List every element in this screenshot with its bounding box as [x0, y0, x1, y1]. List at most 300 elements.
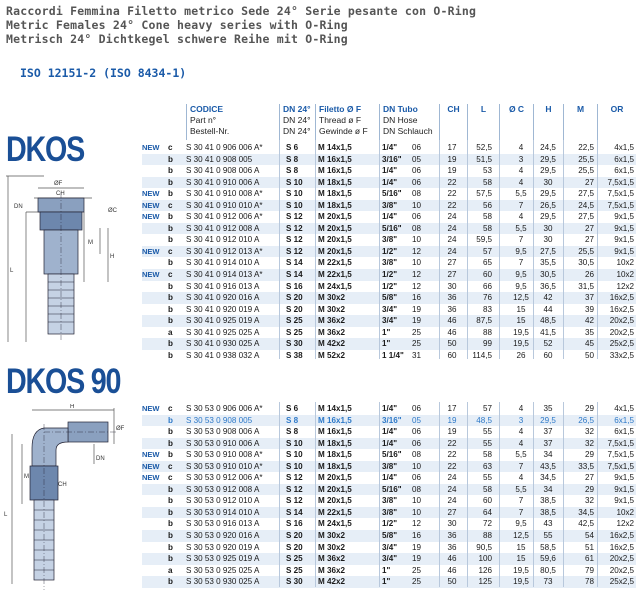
oc-value: 7 — [518, 200, 524, 210]
hose-dn: 12 — [412, 281, 422, 291]
h-value: 59,6 — [540, 554, 556, 564]
or-value: 16x2,5 — [609, 304, 634, 314]
part-code: S 30 41 0 910 008 A* — [186, 189, 263, 199]
tube-size: 1/4" — [382, 427, 398, 437]
table-row — [142, 154, 636, 166]
l-value: 64 — [482, 507, 492, 517]
part-code: S 30 53 0 906 006 A* — [186, 404, 263, 413]
thread: M 36x2 — [318, 554, 345, 564]
thread: M 22x1,5 — [318, 507, 352, 517]
table-row — [142, 495, 636, 507]
l-value: 66 — [482, 281, 492, 291]
tube-size: 1/2" — [382, 270, 398, 280]
or-value: 16x2,5 — [609, 531, 634, 541]
part-code: S 30 53 0 925 025 A — [186, 565, 260, 575]
column-separator — [499, 140, 500, 359]
ch-value: 17 — [447, 404, 457, 413]
header-m-label: M — [576, 104, 585, 114]
hose-dn: 12 — [412, 270, 422, 280]
tube-size: 3/4" — [382, 304, 398, 314]
dn-24: S 16 — [286, 281, 303, 291]
dn-24: S 10 — [286, 200, 303, 210]
h-value: 38,5 — [540, 507, 556, 517]
dkos-drawing-label-of: ØF — [54, 181, 63, 187]
h-value: 43,5 — [540, 461, 556, 471]
hose-dn: 08 — [412, 450, 422, 460]
dkos-straight-fitting-drawing — [4, 172, 126, 350]
oc-value: 19,5 — [513, 565, 529, 575]
column-separator — [467, 402, 468, 587]
ch-value: 24 — [447, 212, 457, 222]
dkos-drawing-label-oc: ØC — [108, 208, 117, 214]
oc-value: 5,5 — [515, 223, 527, 233]
dkos90-drawing-label-h: H — [70, 404, 75, 410]
header-or-label: OR — [610, 104, 624, 114]
or-value: 33x2,5 — [609, 350, 634, 360]
or-value: 20x2,5 — [609, 554, 634, 564]
or-value: 7,5x1,5 — [607, 438, 634, 448]
ch-value: 19 — [447, 427, 457, 437]
part-code: S 30 53 0 910 006 A — [186, 438, 260, 448]
h-value: 29,5 — [540, 212, 556, 222]
m-value: 27,5 — [578, 212, 594, 222]
l-value: 114,5 — [472, 350, 492, 360]
tube-size: 3/16" — [382, 415, 402, 425]
type-letter: b — [168, 339, 173, 349]
dkos90-drawing-label-of: ØF — [116, 426, 125, 432]
hose-dn: 25 — [412, 339, 422, 349]
dn-24: S 14 — [286, 270, 303, 280]
ch-value: 30 — [447, 281, 457, 291]
or-value: 9x1,5 — [614, 473, 634, 483]
type-letter: b — [168, 484, 173, 494]
or-value: 9x1,5 — [614, 496, 634, 506]
new-badge: NEW — [142, 473, 160, 483]
table-row — [142, 165, 636, 177]
tube-size: 3/8" — [382, 235, 398, 245]
ch-value: 36 — [447, 531, 457, 541]
table-row — [142, 553, 636, 565]
part-code: S 30 41 0 938 032 A — [186, 350, 260, 360]
part-code: S 30 53 0 908 005 — [186, 415, 253, 425]
thread: M 20x1,5 — [318, 223, 352, 233]
l-value: 52,5 — [476, 143, 492, 152]
m-value: 37 — [584, 293, 594, 303]
type-letter: b — [168, 507, 173, 517]
header-dntubo — [379, 104, 435, 140]
type-letter: c — [168, 246, 173, 256]
hose-dn: 06 — [412, 427, 422, 437]
m-value: 27 — [584, 223, 594, 233]
oc-value: 3 — [518, 154, 524, 164]
type-letter: b — [168, 554, 173, 564]
thread: M 30x2 — [318, 304, 345, 314]
table-row — [142, 234, 636, 246]
tube-size: 5/16" — [382, 450, 402, 460]
column-separator — [533, 402, 534, 587]
ch-value: 36 — [447, 304, 457, 314]
column-separator — [597, 140, 598, 359]
tube-size: 1/4" — [382, 438, 398, 448]
type-letter: b — [168, 293, 173, 303]
part-code: S 30 41 0 920 019 A — [186, 304, 260, 314]
dn-24: S 12 — [286, 212, 303, 222]
h-value: 29,5 — [540, 166, 556, 176]
tube-size: 3/4" — [382, 554, 398, 564]
column-separator — [439, 402, 440, 587]
ch-value: 60 — [447, 350, 457, 360]
table-row — [142, 177, 636, 189]
m-value: 27 — [584, 235, 594, 245]
l-value: 55 — [482, 427, 492, 437]
header-dntubo-it: DN Tubo — [383, 104, 418, 114]
or-value: 9x1,5 — [614, 235, 634, 245]
l-value: 57 — [482, 404, 492, 413]
oc-value: 5,5 — [515, 450, 527, 460]
tube-size: 1/2" — [382, 519, 398, 529]
m-value: 32 — [584, 438, 594, 448]
oc-value: 9,5 — [515, 270, 527, 280]
hose-dn: 08 — [412, 484, 422, 494]
table-row — [142, 565, 636, 577]
type-letter: b — [168, 189, 173, 199]
hose-dn: 19 — [412, 316, 422, 326]
or-value: 25x2,5 — [609, 577, 634, 587]
thread: M 18x1,5 — [318, 461, 352, 471]
hose-dn: 06 — [412, 177, 422, 187]
hose-dn: 10 — [412, 461, 422, 471]
new-badge: NEW — [142, 200, 160, 210]
type-letter: b — [168, 258, 173, 268]
oc-value: 9,5 — [515, 281, 527, 291]
thread: M 14x1,5 — [318, 143, 352, 152]
ch-value: 46 — [447, 554, 457, 564]
dn-24: S 10 — [286, 450, 303, 460]
h-value: 30 — [543, 235, 553, 245]
m-value: 79 — [584, 565, 594, 575]
dkos90-table — [142, 403, 636, 588]
thread: M 18x1,5 — [318, 189, 352, 199]
ch-value: 30 — [447, 519, 457, 529]
dn-24: S 10 — [286, 177, 303, 187]
l-value: 58 — [482, 177, 492, 187]
l-value: 63 — [482, 461, 492, 471]
or-value: 10x2 — [616, 270, 634, 280]
header-filetto — [315, 104, 379, 140]
header-dn24-it: DN 24° — [283, 104, 311, 114]
tube-size: 3/8" — [382, 507, 398, 517]
header-l-label: L — [480, 104, 487, 114]
tube-size: 3/4" — [382, 316, 398, 326]
type-letter: b — [168, 223, 173, 233]
thread: M 20x1,5 — [318, 246, 352, 256]
oc-value: 7 — [518, 258, 524, 268]
h-value: 41,5 — [540, 327, 556, 337]
dn-24: S 25 — [286, 316, 303, 326]
tube-size: 3/16" — [382, 154, 402, 164]
h-value: 43 — [543, 519, 553, 529]
dkos-drawing-label-l: L — [10, 268, 14, 274]
table-row — [142, 530, 636, 542]
l-value: 51,5 — [476, 154, 492, 164]
l-value: 76 — [482, 293, 492, 303]
header-titles — [6, 4, 476, 46]
or-value: 6x1,5 — [614, 154, 634, 164]
column-separator — [279, 402, 280, 587]
hose-dn: 19 — [412, 554, 422, 564]
part-code: S 30 53 0 925 019 A — [186, 554, 260, 564]
oc-value: 4 — [518, 438, 524, 448]
tube-size: 1/4" — [382, 143, 398, 152]
or-value: 9x1,5 — [614, 484, 634, 494]
header-ch — [439, 104, 467, 140]
ch-value: 50 — [447, 339, 457, 349]
column-separator — [467, 140, 468, 359]
part-code: S 30 41 0 914 010 A — [186, 258, 260, 268]
table-row — [142, 327, 636, 339]
or-value: 16x2,5 — [609, 542, 634, 552]
new-badge: NEW — [142, 270, 160, 280]
or-value: 6x1,5 — [614, 166, 634, 176]
ch-value: 36 — [447, 542, 457, 552]
dn-24: S 12 — [286, 496, 303, 506]
h-value: 80,5 — [540, 565, 556, 575]
m-value: 78 — [584, 577, 594, 587]
thread: M 20x1,5 — [318, 484, 352, 494]
dkos-table — [142, 142, 636, 361]
part-code: S 30 53 0 910 008 A* — [186, 450, 263, 460]
tube-size: 5/8" — [382, 531, 398, 541]
column-separator — [315, 402, 316, 587]
tube-size: 5/16" — [382, 484, 402, 494]
l-value: 87,5 — [476, 316, 492, 326]
header-filetto-de: Gewinde ø F — [319, 126, 368, 136]
ch-value: 46 — [447, 316, 457, 326]
l-value: 90,5 — [476, 542, 492, 552]
thread: M 36x2 — [318, 565, 345, 575]
thread: M 14x1,5 — [318, 404, 352, 413]
thread: M 42x2 — [318, 577, 345, 587]
table-row — [142, 142, 636, 154]
oc-value: 19,5 — [513, 327, 529, 337]
part-code: S 30 41 0 910 006 A — [186, 177, 260, 187]
type-letter: b — [168, 519, 173, 529]
or-value: 7,5x1,5 — [607, 189, 634, 199]
tube-size: 1" — [382, 327, 391, 337]
dn-24: S 14 — [286, 258, 303, 268]
ch-value: 24 — [447, 473, 457, 483]
dkos-drawing-label-m: M — [88, 240, 93, 246]
dn-24: S 12 — [286, 223, 303, 233]
header-oc-label: Ø C — [508, 104, 525, 114]
m-value: 35 — [584, 327, 594, 337]
m-value: 42,5 — [578, 519, 594, 529]
l-value: 57 — [482, 246, 492, 256]
thread: M 18x1,5 — [318, 177, 352, 187]
oc-value: 5,5 — [515, 189, 527, 199]
hose-dn: 12 — [412, 519, 422, 529]
tube-size: 5/16" — [382, 223, 402, 233]
type-letter: b — [168, 427, 173, 437]
part-code: S 30 53 0 930 025 A — [186, 577, 260, 587]
oc-value: 4 — [518, 427, 524, 437]
column-separator — [563, 402, 564, 587]
table-row — [142, 338, 636, 350]
oc-value: 15 — [516, 316, 526, 326]
part-code: S 30 41 0 925 019 A — [186, 316, 260, 326]
part-code: S 30 53 0 912 006 A* — [186, 473, 263, 483]
new-badge: NEW — [142, 461, 160, 471]
type-letter: b — [168, 235, 173, 245]
ch-value: 24 — [447, 496, 457, 506]
new-badge: NEW — [142, 212, 160, 222]
column-separator — [279, 140, 280, 359]
l-value: 59,5 — [476, 235, 492, 245]
header-m — [563, 104, 597, 140]
oc-value: 4 — [518, 404, 524, 413]
ch-value: 46 — [447, 327, 457, 337]
dn-24: S 12 — [286, 473, 303, 483]
or-value: 10x2 — [616, 258, 634, 268]
part-code: S 30 53 0 920 019 A — [186, 542, 260, 552]
l-value: 83 — [482, 304, 492, 314]
dn-24: S 20 — [286, 293, 303, 303]
thread: M 42x2 — [318, 339, 345, 349]
column-separator — [563, 140, 564, 359]
table-row — [142, 542, 636, 554]
thread: M 16x1,5 — [318, 415, 352, 425]
thread: M 20x1,5 — [318, 473, 352, 483]
h-value: 30,5 — [540, 270, 556, 280]
or-value: 25x2,5 — [609, 339, 634, 349]
column-separator — [379, 140, 380, 359]
thread: M 22x1,5 — [318, 258, 352, 268]
part-code: S 30 41 0 914 013 A* — [186, 270, 263, 280]
ch-value: 27 — [447, 258, 457, 268]
table-row — [142, 211, 636, 223]
dn-24: S 6 — [286, 143, 299, 152]
type-letter: b — [168, 531, 173, 541]
m-value: 26 — [584, 270, 594, 280]
tube-size: 1" — [382, 565, 391, 575]
part-code: S 30 41 0 912 008 A — [186, 223, 260, 233]
type-letter: b — [168, 438, 173, 448]
dkos-drawing-label-ch: CH — [56, 191, 65, 197]
h-value: 26,5 — [540, 200, 556, 210]
l-value: 125 — [478, 577, 492, 587]
oc-value: 26 — [516, 350, 526, 360]
l-value: 58 — [482, 484, 492, 494]
thread: M 22x1,5 — [318, 270, 352, 280]
column-separator — [439, 140, 440, 359]
hose-dn: 06 — [412, 473, 422, 483]
m-value: 22,5 — [578, 143, 594, 152]
tube-size: 3/8" — [382, 200, 398, 210]
h-value: 36,5 — [540, 281, 556, 291]
l-value: 58 — [482, 450, 492, 460]
table-row — [142, 415, 636, 427]
column-separator — [533, 140, 534, 359]
type-letter: b — [168, 154, 173, 164]
thread: M 36x2 — [318, 327, 345, 337]
dn-24: S 10 — [286, 189, 303, 199]
tube-size: 3/8" — [382, 496, 398, 506]
m-value: 33,5 — [578, 461, 594, 471]
table-row — [142, 292, 636, 304]
m-value: 29 — [584, 484, 594, 494]
h-value: 29,5 — [540, 154, 556, 164]
hose-dn: 25 — [412, 327, 422, 337]
hose-dn: 19 — [412, 542, 422, 552]
tube-size: 1/4" — [382, 177, 398, 187]
or-value: 9x1,5 — [614, 246, 634, 256]
oc-value: 12,5 — [513, 531, 529, 541]
dn-24: S 16 — [286, 519, 303, 529]
hose-dn: 10 — [412, 507, 422, 517]
or-value: 12x2 — [616, 519, 634, 529]
type-letter: a — [168, 327, 173, 337]
dn-24: S 25 — [286, 327, 303, 337]
type-letter: b — [168, 316, 173, 326]
type-letter: c — [168, 404, 173, 413]
or-value: 10x2 — [616, 507, 634, 517]
dn-24: S 12 — [286, 246, 303, 256]
dn-24: S 8 — [286, 427, 299, 437]
title-german: Metrisch 24° Dichtkegel schwere Reihe mit O-Ring — [6, 32, 348, 46]
new-badge: NEW — [142, 143, 160, 152]
header-dntubo-de: DN Schlauch — [383, 126, 433, 136]
hose-dn: 08 — [412, 223, 422, 233]
part-code: S 30 53 0 912 010 A — [186, 496, 260, 506]
type-letter: a — [168, 565, 173, 575]
l-value: 56 — [482, 200, 492, 210]
hose-dn: 06 — [412, 438, 422, 448]
hose-dn: 10 — [412, 200, 422, 210]
oc-value: 19,5 — [513, 577, 529, 587]
h-value: 42 — [543, 293, 553, 303]
m-value: 32 — [584, 496, 594, 506]
iso-standard: ISO 12151-2 (ISO 8434-1) — [20, 66, 187, 80]
or-value: 7,5x1,5 — [607, 461, 634, 471]
thread: M 20x1,5 — [318, 496, 352, 506]
oc-value: 15 — [516, 304, 526, 314]
dkos90-title: DKOS 90 — [6, 362, 121, 401]
part-code: S 30 41 0 908 006 A — [186, 166, 260, 176]
or-value: 4x1,5 — [614, 404, 634, 413]
dn-24: S 25 — [286, 554, 303, 564]
m-value: 45 — [584, 339, 594, 349]
part-code: S 30 53 0 912 008 A — [186, 484, 260, 494]
or-value: 20x2,5 — [609, 565, 634, 575]
type-letter: c — [168, 270, 173, 280]
l-value: 55 — [482, 438, 492, 448]
or-value: 12x2 — [616, 281, 634, 291]
table-row — [142, 449, 636, 461]
l-value: 99 — [482, 339, 492, 349]
m-value: 29 — [584, 404, 594, 413]
thread: M 18x1,5 — [318, 450, 352, 460]
table-row — [142, 246, 636, 258]
ch-value: 24 — [447, 246, 457, 256]
column-separator — [499, 402, 500, 587]
h-value: 73 — [543, 577, 553, 587]
thread: M 16x1,5 — [318, 166, 352, 176]
oc-value: 12,5 — [513, 293, 529, 303]
l-value: 58 — [482, 212, 492, 222]
ch-value: 22 — [447, 189, 457, 199]
hose-dn: 16 — [412, 293, 422, 303]
table-row — [142, 269, 636, 281]
